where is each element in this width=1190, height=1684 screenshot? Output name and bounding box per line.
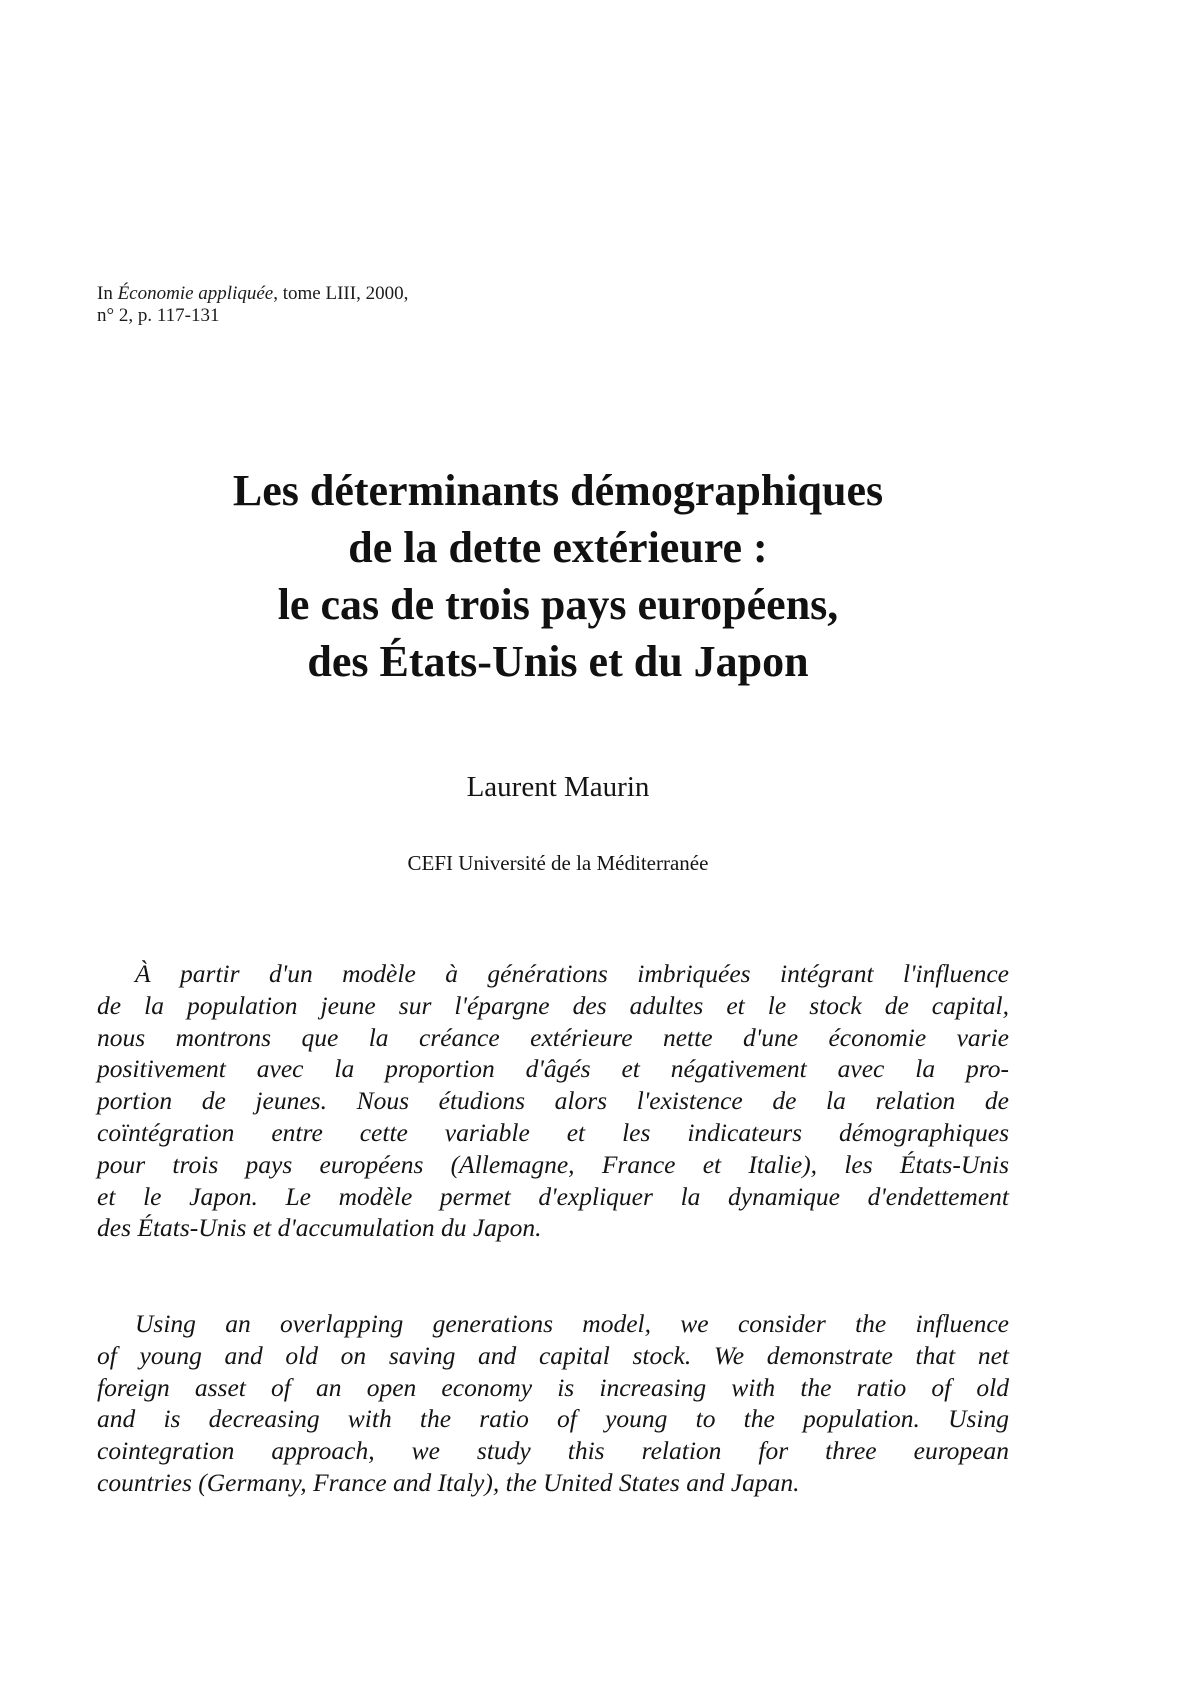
citation: [97, 283, 408, 327]
abstract-line: of young and old on saving and capital stock. We demonstrate that net: [97, 1340, 1009, 1370]
citation-line-2: n° 2, p. 117-131: [97, 305, 220, 326]
abstract-line: Using an overlapping generations model, we consider the influence: [135, 1309, 1009, 1338]
citation-prefix: In: [97, 283, 118, 304]
abstract-line: foreign asset of an open economy is increasing with the ratio of old: [97, 1372, 1009, 1402]
author-name: Laurent Maurin: [466, 771, 650, 803]
abstract-line: et le Japon. Le modèle permet d'expliquer la dynamique d'endettement: [97, 1181, 1009, 1211]
abstract-line: portion de jeunes. Nous étudions alors l'existence de la relation de: [97, 1086, 1009, 1116]
title-line: Les déterminants démographiques: [232, 466, 884, 515]
journal-name: Économie appliquée: [117, 283, 274, 304]
abstract-line: À partir d'un modèle à générations imbriquées intégrant l'influence: [135, 959, 1009, 988]
abstract-line: des États-Unis et d'accumulation du Japon.: [97, 1213, 542, 1243]
abstract-line: and is decreasing with the ratio of young to the population. Using: [97, 1404, 1009, 1434]
abstract-line: de la population jeune sur l'épargne des adultes et le stock de capital,: [97, 990, 1009, 1020]
abstract-french: [97, 958, 1009, 1244]
title-line: le cas de trois pays européens,: [277, 580, 839, 629]
title-line: de la dette extérieure :: [348, 523, 768, 572]
abstract-line: countries (Germany, France and Italy), the United States and Japan.: [97, 1467, 800, 1497]
citation-line-1: [97, 283, 408, 305]
abstract-line: pour trois pays européens (Allemagne, France et Italie), les États-Unis: [97, 1149, 1009, 1179]
abstract-line: coïntégration entre cette variable et les indicateurs démographiques: [97, 1117, 1009, 1147]
citation-volume: , tome LIII, 2000,: [273, 283, 409, 304]
paper-title: [80, 462, 1036, 690]
abstract-line: positivement avec la proportion d'âgés et négativement avec la pro-: [97, 1054, 1009, 1084]
abstract-line: nous montrons que la créance extérieure nette d'une économie varie: [97, 1022, 1009, 1052]
abstract-english: [97, 1308, 1009, 1499]
author-affiliation: CEFI Université de la Méditerranée: [407, 851, 709, 875]
title-line: des États-Unis et du Japon: [307, 637, 809, 686]
abstract-line: cointegration approach, we study this relation for three european: [97, 1436, 1009, 1466]
